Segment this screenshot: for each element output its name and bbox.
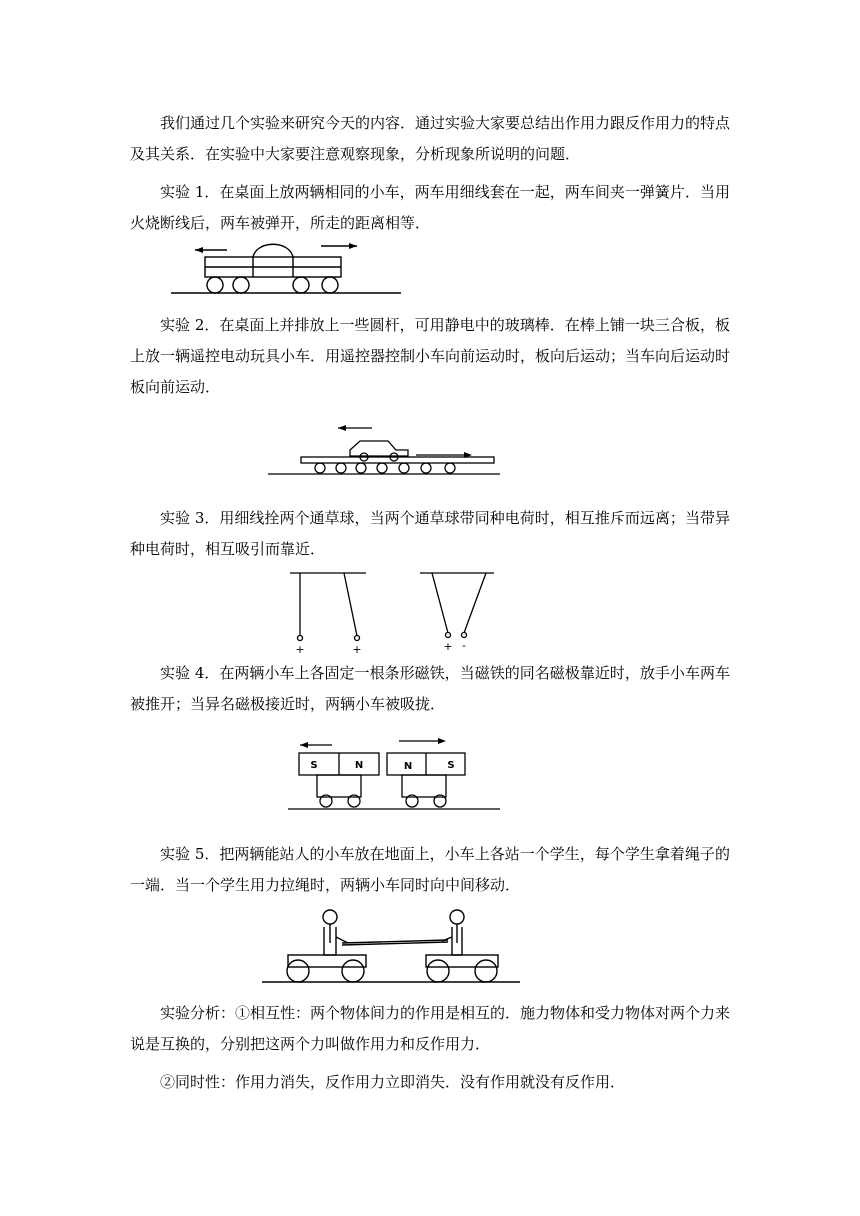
figure-experiment-4 bbox=[284, 735, 504, 815]
wheel bbox=[475, 960, 497, 982]
roller bbox=[445, 463, 455, 473]
right-arrow-head bbox=[438, 738, 446, 744]
magnet-pole-label: S bbox=[310, 760, 318, 771]
magnet-pole-label: N bbox=[403, 761, 413, 772]
thread bbox=[432, 573, 448, 633]
experiment-5-paragraph: 实验 5．把两辆能站人的小车放在地面上，小车上各站一个学生，每个学生拿着绳子的一端．当一个学生用力拉绳时，两辆小车同时向中间移动． bbox=[130, 845, 730, 894]
wheel bbox=[287, 960, 309, 982]
pith-ball bbox=[298, 636, 303, 641]
charge-sign: + bbox=[295, 643, 305, 656]
figure-experiment-1 bbox=[165, 238, 405, 298]
car-arrow-head bbox=[338, 425, 346, 431]
spring-arc bbox=[253, 244, 293, 257]
magnet-pole-label: N bbox=[354, 760, 364, 771]
experiment-3-paragraph: 实验 3．用细线拴两个通草球，当两个通草球带同种电荷时，相互推斥而远离；当带异种电荷时，相互吸引而靠近． bbox=[130, 509, 730, 558]
wheel bbox=[322, 277, 338, 293]
cart-body bbox=[317, 775, 361, 797]
wheel bbox=[233, 277, 249, 293]
cart-platform bbox=[426, 955, 498, 967]
thread bbox=[344, 573, 357, 636]
magnet-pole-label: S bbox=[447, 760, 455, 771]
roller bbox=[399, 463, 409, 473]
charge-sign: - bbox=[462, 639, 466, 652]
pith-ball bbox=[355, 636, 360, 641]
analysis-2-paragraph: ②同时性：作用力消失，反作用力立即消失．没有作用就没有反作用． bbox=[160, 1073, 626, 1091]
wheel bbox=[342, 960, 364, 982]
left-arrow-head bbox=[195, 247, 203, 253]
figure-experiment-3 bbox=[290, 570, 500, 655]
experiment-1-paragraph: 实验 1．在桌面上放两辆相同的小车，两车用细线套在一起，两车间夹一弹簧片．当用火烧断线后，两车被弹开，所走的距离相等． bbox=[130, 183, 730, 232]
roller bbox=[336, 463, 346, 473]
thread bbox=[464, 573, 486, 633]
wheel bbox=[427, 960, 449, 982]
figure-experiment-2 bbox=[268, 420, 508, 480]
student-head bbox=[323, 910, 337, 924]
toy-car-body bbox=[350, 441, 408, 456]
pith-ball bbox=[446, 633, 451, 638]
pith-ball bbox=[462, 633, 467, 638]
intro-paragraph: 我们通过几个实验来研究今天的内容．通过实验大家要总结出作用力跟反作用力的特点及其关系．在实验中大家要注意观察现象，分析现象所说明的问题． bbox=[130, 114, 731, 163]
charge-sign: + bbox=[352, 643, 362, 656]
charge-sign: + bbox=[443, 640, 453, 653]
roller bbox=[377, 463, 387, 473]
left-arrow-head bbox=[300, 742, 308, 748]
roller bbox=[315, 463, 325, 473]
figure-experiment-5 bbox=[258, 905, 523, 987]
student-head bbox=[450, 910, 464, 924]
roller bbox=[421, 463, 431, 473]
experiment-4-paragraph: 实验 4．在两辆小车上各固定一根条形磁铁，当磁铁的同名磁极靠近时，放手小车两车被推开；当异名磁极接近时，两辆小车被吸拢． bbox=[130, 664, 730, 713]
experiment-2-paragraph: 实验 2．在桌面上并排放上一些圆杆，可用静电中的玻璃棒．在棒上铺一块三合板，板上放一辆遥控电动玩具小车．用遥控器控制小车向前运动时，板向后运动；当车向后运动时板向前运动． bbox=[130, 316, 731, 396]
roller bbox=[356, 463, 366, 473]
wheel bbox=[207, 277, 223, 293]
wheel bbox=[293, 277, 309, 293]
cart-platform bbox=[288, 955, 366, 967]
cart-body bbox=[402, 775, 446, 797]
right-arrow-head bbox=[349, 243, 357, 249]
analysis-1-paragraph: 实验分析：①相互性：两个物体间力的作用是相互的．施力物体和受力物体对两个力来说是互换的，分别把这两个力叫做作用力和反作用力． bbox=[130, 1004, 731, 1053]
